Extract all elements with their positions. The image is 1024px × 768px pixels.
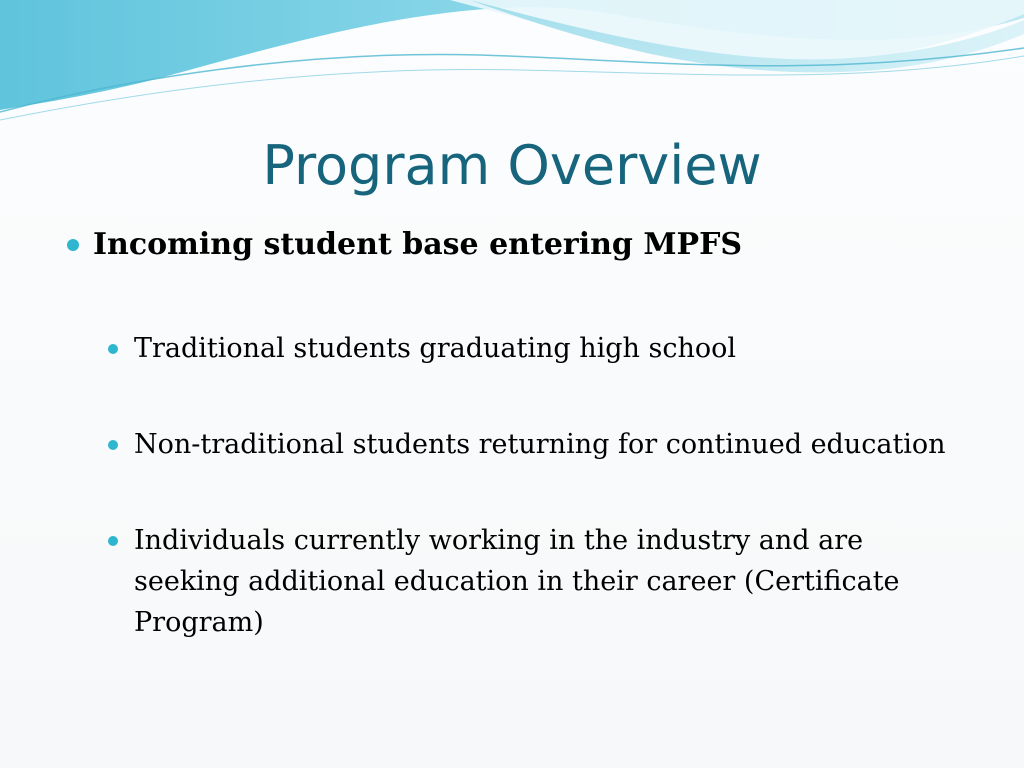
bullet-dot-icon xyxy=(108,344,118,354)
bullet-dot-icon xyxy=(108,536,118,546)
slide-body xyxy=(60,220,980,643)
wave-banner xyxy=(0,0,1024,130)
sub-bullet-text: Traditional students graduating high school xyxy=(134,333,737,364)
sub-bullet xyxy=(134,520,964,643)
bullet-dot-icon xyxy=(67,239,79,251)
sub-bullet-text: Individuals currently working in the industry and are seeking additional education in their career (Certificate Program) xyxy=(134,525,900,638)
sub-bullet-text: Non-traditional students returning for continued education xyxy=(134,429,946,460)
main-bullet-text: Incoming student base entering MPFS xyxy=(93,227,743,262)
bullet-dot-icon xyxy=(108,440,118,450)
sub-bullet xyxy=(134,424,964,465)
main-bullet xyxy=(60,220,980,270)
sub-bullet xyxy=(134,328,964,369)
slide-title: Program Overview xyxy=(262,134,762,197)
